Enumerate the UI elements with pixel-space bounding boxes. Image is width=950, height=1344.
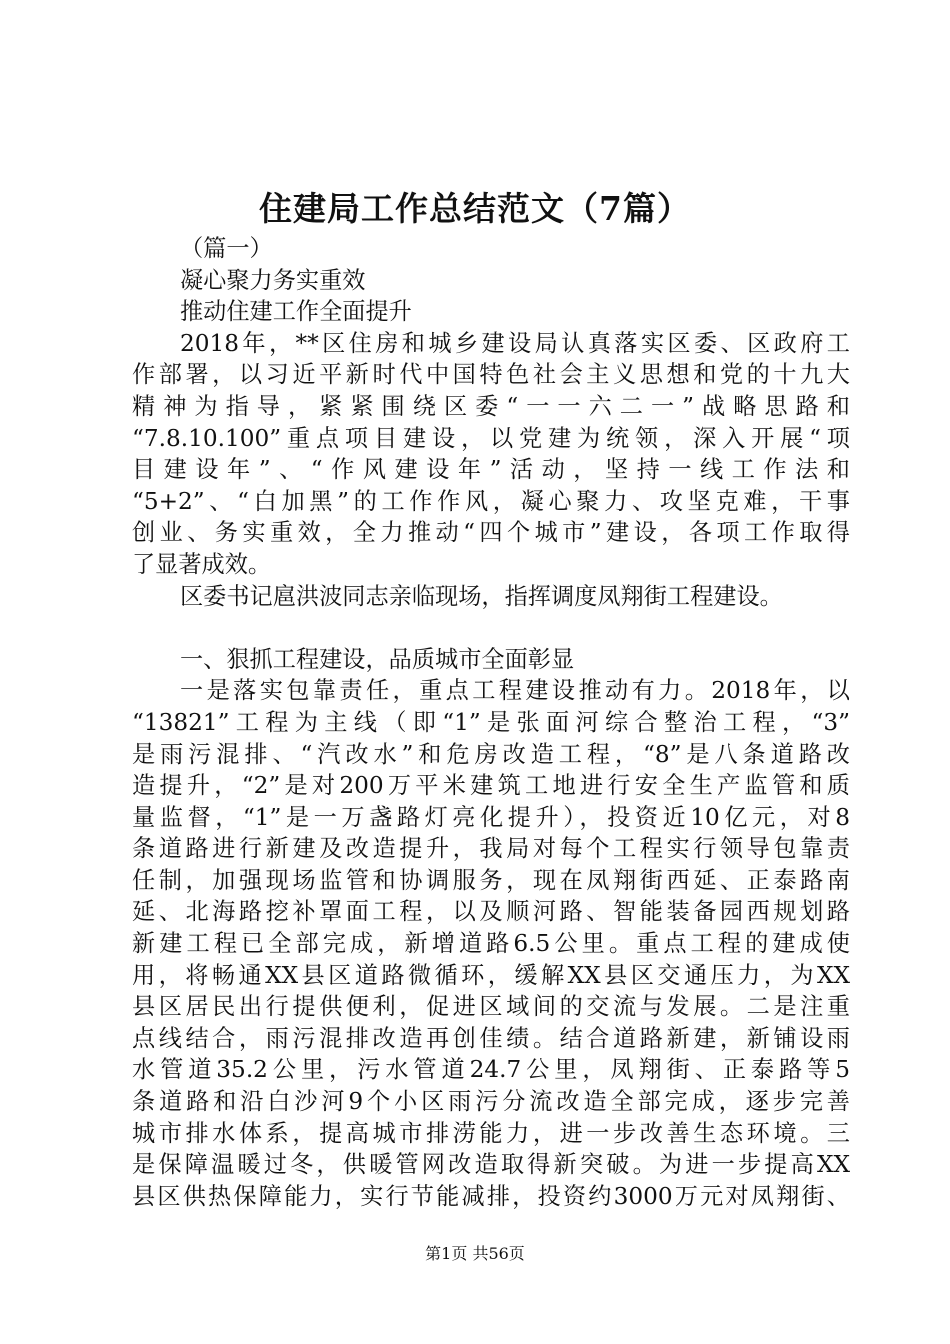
body-text-line: 是保障温暖过冬，供暖管网改造取得新突破。为进一步提高XX	[132, 1151, 850, 1179]
body-text-line: “5+2”、“白加黑”的工作作风，凝心聚力、攻坚克难，干事	[132, 487, 850, 515]
body-text-line: （篇一）	[180, 235, 273, 262]
body-text-line: 是雨污混排、“汽改水”和危房改造工程，“8”是八条道路改	[132, 740, 850, 768]
body-text-line: 造提升，“2”是对200万平米建筑工地进行安全生产监管和质	[132, 772, 850, 800]
body-text-line: “13821”工程为主线（即“1”是张面河综合整治工程，“3”	[132, 708, 850, 736]
body-text-line: 新建工程已全部完成，新增道路6.5公里。重点工程的建成使	[132, 930, 850, 958]
body-text-line: 精神为指导，紧紧围绕区委“一一六二一”战略思路和	[132, 392, 850, 420]
body-text-line: 2018年，**区住房和城乡建设局认真落实区委、区政府工	[180, 329, 850, 357]
body-text-line: 作部署，以习近平新时代中国特色社会主义思想和党的十九大	[132, 361, 850, 389]
body-text-line: “7.8.10.100”重点项目建设，以党建为统领，深入开展“项	[132, 424, 850, 452]
body-text-line: 城市排水体系，提高城市排涝能力，进一步改善生态环境。三	[132, 1119, 850, 1147]
document-title: 住建局工作总结范文（7篇）	[259, 189, 691, 228]
body-text-line: 凝心聚力务实重效	[180, 266, 366, 294]
body-text-line: 县区居民出行提供便利，促进区域间的交流与发展。二是注重	[132, 993, 850, 1021]
body-text-line: 目建设年”、“作风建设年”活动，坚持一线工作法和	[132, 456, 850, 484]
body-text-line: 一是落实包靠责任，重点工程建设推动有力。2018年，以	[180, 677, 850, 705]
body-text-line: 条道路进行新建及改造提升，我局对每个工程实行领导包靠责	[132, 835, 850, 863]
body-text-line: 了显著成效。	[132, 550, 272, 578]
blank-line	[132, 612, 850, 644]
body-text-line: 推动住建工作全面提升	[180, 298, 412, 326]
body-text-line: 延、北海路挖补罩面工程，以及顺河路、智能装备园西规划路	[132, 898, 850, 926]
body-text-line: 县区供热保障能力，实行节能减排，投资约3000万元对凤翔街、	[132, 1182, 850, 1210]
body-text-line: 一、狠抓工程建设，品质城市全面彰显	[180, 645, 575, 673]
body-text-line: 水管道35.2公里，污水管道24.7公里，凤翔街、正泰路等5	[132, 1056, 850, 1084]
document-body	[132, 233, 850, 1212]
body-text-line: 条道路和沿白沙河9个小区雨污分流改造全部完成，逐步完善	[132, 1088, 850, 1116]
body-text-line: 用，将畅通XX县区道路微循环，缓解XX县区交通压力，为XX	[132, 961, 850, 989]
body-text-line: 点线结合，雨污混排改造再创佳绩。结合道路新建，新铺设雨	[132, 1024, 850, 1052]
body-text-line: 区委书记扈洪波同志亲临现场，指挥调度凤翔街工程建设。	[180, 582, 783, 610]
page-footer: 第1页 共56页	[425, 1244, 525, 1263]
body-text-line: 创业、务实重效，全力推动“四个城市”建设，各项工作取得	[132, 519, 850, 547]
body-text-line: 量监督，“1”是一万盏路灯亮化提升），投资近10亿元，对8	[132, 803, 850, 831]
body-text-line: 任制，加强现场监管和协调服务，现在凤翔街西延、正泰路南	[132, 866, 850, 894]
